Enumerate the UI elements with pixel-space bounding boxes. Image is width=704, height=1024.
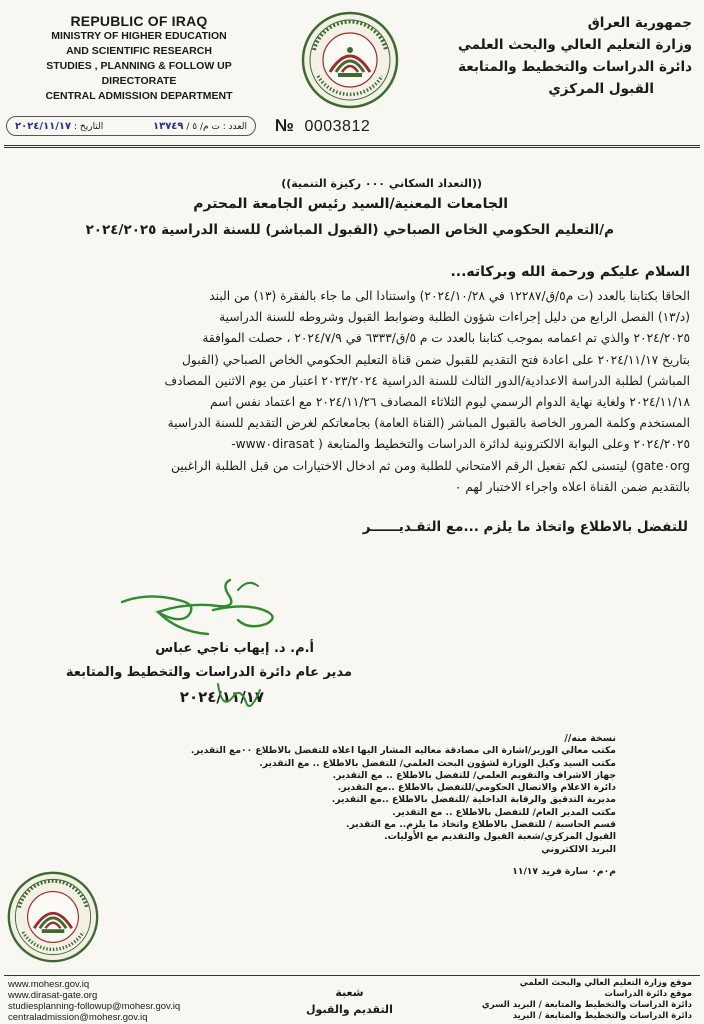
paragraph-line: (د/١٣) الفصل الرابع من دليل إجراءات شؤون الطلبة وضوابط القبول وشروطه للسنة الدراسية: [219, 310, 690, 325]
copies-heading: نسخة منه//: [564, 733, 616, 744]
copies-footer-note: م٠م٠ سارة فريد ١١/١٧: [512, 865, 616, 877]
ministry-seal-icon: [300, 10, 400, 110]
footer-link[interactable]: www.dirasat-gate.org: [8, 990, 98, 1001]
arabic-header: [442, 12, 692, 100]
header-en-line: AND SCIENTIFIC RESEARCH: [66, 45, 212, 57]
footer-mid-line: التقديم والقبول: [306, 1003, 393, 1016]
paragraph-line: المستخدم وكلمة المرور الخاصة بالقبول المباشر (القناة العامة) بجامعاتكم لغرض التقديم للسنة الدراسية: [167, 416, 690, 431]
ministry-seal-footer-icon: [6, 870, 100, 964]
footer-divider: [4, 975, 700, 976]
paragraph-line: ٢٠٢٤/٢٠٢٥ والذي تم اعمامه بموجب كتابنا بالعدد ت م ٥/ق/٦٣٣٣ في ٢٠٢٤/٧/٩ ، حصلت الموافقة: [202, 331, 690, 346]
paragraph-line: بالتقديم ضمن القناة اعلاه واجراء الاختبار لهم ٠: [454, 479, 690, 494]
copy-item: مكتب معالي الوزير/اشارة الى مصادقة معاليه المشار اليها اعلاه للتفضل بالاطلاع ٠٠مع التقدير.: [190, 745, 616, 757]
document-number: [275, 116, 370, 136]
copies-list: [191, 733, 616, 878]
ref-number-value: ١٣٧٤٩: [152, 120, 184, 132]
doc-number-value: 0003812: [304, 118, 371, 135]
paragraph-line: بتاريخ ٢٠٢٤/١١/١٧ على اعادة فتح التقديم للقبول ضمن قناة التعليم الحكومي الخاص الصباحي (القبول: [182, 352, 690, 367]
header-divider: [4, 145, 700, 148]
signatory-title: مدير عام دائرة الدراسات والتخطيط والمتابعة: [65, 665, 352, 680]
paragraph-line: ٢٠٢٤/٢٠٢٥ وعلى البوابة الالكترونية لدائرة الدراسات والتخطيط والمتابعة ( www٠dirasat-: [231, 437, 690, 452]
footer-right-line: دائرة الدراسات والتخطيط والمتابعة / البريد السري: [481, 1000, 692, 1010]
handwritten-date-mark: [210, 680, 270, 716]
copy-item: القبول المركزي/شعبة القبول والتقديم مع الأوليات.: [384, 831, 616, 843]
header-en-line: STUDIES , PLANNING & FOLLOW UP DIRECTORATE: [46, 60, 232, 87]
header-ar-line: جمهورية العراق: [587, 15, 692, 31]
signatory-name: أ.م. د. إيهاب ناجي عباس: [155, 641, 314, 656]
closing-line: للتفضل بالاطلاع واتخاذ ما يلزم ...مع التقـديــــــر: [362, 519, 688, 535]
header-ar-line: القبول المركزي: [548, 81, 654, 97]
header-en-line: MINISTRY OF HIGHER EDUCATION: [51, 30, 227, 42]
census-slogan: ((التعداد السكاني ٠٠٠ ركيزة التنمية)): [281, 177, 482, 190]
ref-date-group: [15, 121, 103, 132]
handwritten-signature: [118, 572, 298, 642]
paragraph-line: الحاقا بكتابنا بالعدد (ت م٥/ق/١٢٢٨٧ في ٢٠٢٤/١٠/٢٨) واستنادا الى ما جاء بالفقرة (١٣) من البند: [209, 289, 690, 303]
footer-right-line: موقع دائرة الدراسات: [604, 989, 692, 999]
footer-arabic-labels: [482, 978, 692, 1022]
copy-item: دائرة الاعلام والاتصال الحكومي/للتفضل بالاطلاع ..مع التقدير.: [337, 782, 616, 794]
footer-web-links: [8, 979, 180, 1023]
copy-item: قسم الحاسبة / للتفضل بالاطلاع واتخاذ ما يلزم.. مع التقدير.: [346, 819, 616, 831]
ref-number-group: العدد : ت م/ ٥ / ١٣٧٤٩: [152, 120, 247, 132]
copy-item: مكتب السيد وكيل الوزارة لشؤون البحث العلمي/ للتفضل بالاطلاع .. مع التقدير.: [259, 757, 616, 769]
body-paragraph: [14, 286, 690, 498]
english-header: [8, 14, 270, 104]
ref-date-label: التاريخ :: [74, 121, 104, 132]
footer-link[interactable]: studiesplanning-followup@mohesr.gov.iq: [8, 1001, 181, 1012]
footer-right-line: موقع وزارة التعليم العالي والبحث العلمي: [519, 978, 692, 988]
copy-item: مديرية التدقيق والرقابة الداخلية /للتفضل بالاطلاع ..مع التقدير.: [331, 794, 616, 806]
paragraph-line: gate٠org) ليتسنى لكم تفعيل الرقم الامتحاني للطلبة ومن ثم ادخال الاختيارات من قبل الطلبة الراغبين: [170, 458, 690, 473]
subject-line: م/التعليم الحكومي الخاص الصباحي (القبول المباشر) للسنة الدراسية ٢٠٢٤/٢٠٢٥: [85, 222, 614, 238]
header-ar-line: وزارة التعليم العالي والبحث العلمي: [457, 37, 692, 53]
copy-item: جهاز الاشراف والتقويم العلمي/ للتفضل بالاطلاع .. مع التقدير.: [332, 769, 616, 781]
doc-number-prefix: №: [275, 116, 295, 135]
ref-date-value: ٢٠٢٤/١١/١٧: [15, 120, 72, 132]
reference-box: [6, 116, 256, 136]
header-en-line: REPUBLIC OF IRAQ: [70, 13, 208, 29]
copy-item: البريد الالكتروني: [541, 843, 616, 855]
footer-link[interactable]: centraladmission@mohesr.gov.iq: [8, 1012, 148, 1023]
footer-right-line: دائرة الدراسات والتخطيط والمتابعة / البريد: [512, 1011, 692, 1021]
copy-item: مكتب المدير العام/ للتفضل بالاطلاع .. مع التقدير.: [392, 806, 616, 818]
header-en-line: CENTRAL ADMISSION DEPARTMENT: [45, 90, 233, 102]
signature-date: ٢٠٢٤/١١/١٧: [179, 688, 264, 706]
recipient-line: الجامعات المعنية/السيد رئيس الجامعة المحترم: [193, 196, 508, 212]
footer-mid-line: شعبة: [335, 986, 364, 999]
paragraph-line: المباشر) لطلبة الدراسة الاعدادية/الدور الثالث للسنة الدراسية ٢٠٢٣/٢٠٢٤ اعتبار من يوم الاثنين المصادف: [164, 373, 690, 388]
header-ar-line: دائرة الدراسات والتخطيط والمتابعة: [458, 59, 692, 75]
footer-section-name: [306, 984, 393, 1018]
ref-number-label: العدد : ت م/ ٥: [192, 121, 247, 132]
greeting-line: السلام عليكم ورحمة الله وبركاته...: [450, 264, 690, 280]
paragraph-line: ٢٠٢٤/١١/١٨ ولغاية نهاية الدوام الرسمي ليوم الثلاثاء المصادف ٢٠٢٤/١١/٢٦ مع اعتماد نفس اسم: [210, 395, 690, 410]
footer-link[interactable]: www.mohesr.gov.iq: [8, 979, 90, 990]
